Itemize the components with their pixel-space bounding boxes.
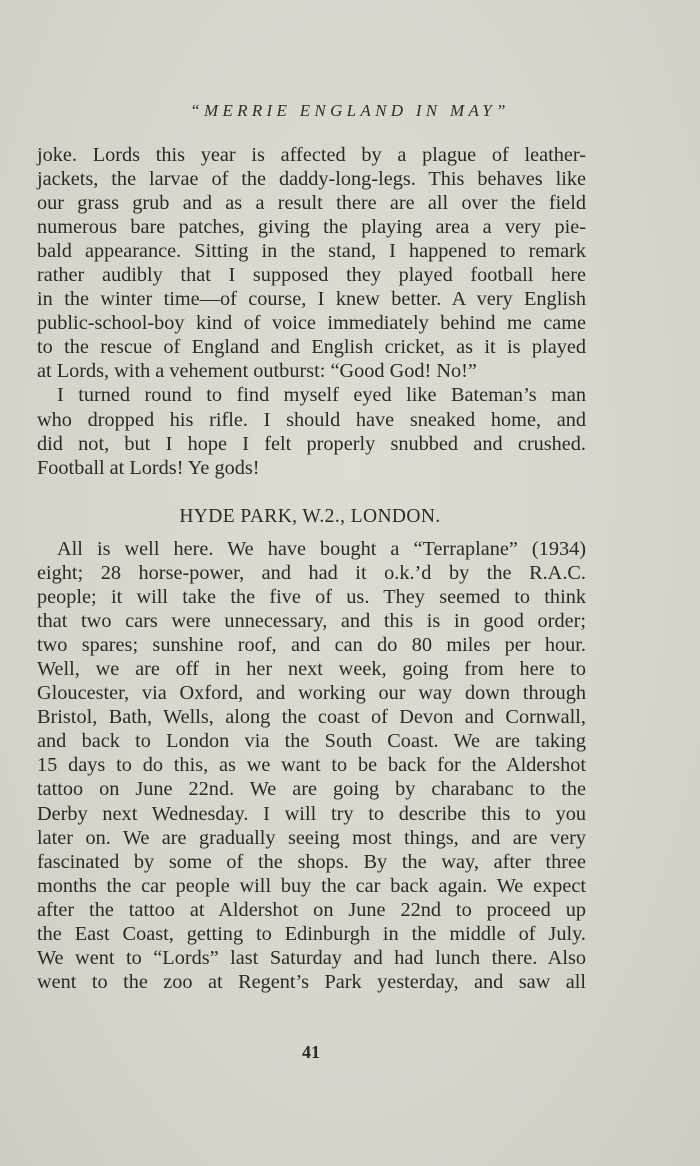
- paragraph-block-lords: [37, 143, 586, 480]
- text-line: did not, but I hope I felt properly snubbed and crushed.: [37, 432, 586, 455]
- text-line: eight; 28 horse-power, and had it o.k.’d by the R.A.C.: [37, 562, 586, 585]
- text-line: our grass grub and as a result there are all over the field: [37, 192, 586, 215]
- text-line: Gloucester, via Oxford, and working our way down through: [37, 682, 586, 705]
- text-line: fascinated by some of the shops. By the way, after three: [37, 850, 586, 873]
- text-line: public-school-boy kind of voice immediately behind me came: [37, 312, 586, 335]
- text-line: at Lords, with a vehement outburst: “Good God! No!”: [37, 360, 477, 383]
- page-number: 41: [302, 1042, 320, 1062]
- text-line: months the car people will buy the car back again. We expect: [37, 874, 586, 897]
- text-line: I turned round to find myself eyed like Bateman’s man: [57, 384, 586, 407]
- text-line: rather audibly that I supposed they played football here: [37, 264, 586, 287]
- text-line: numerous bare patches, giving the playing area a very pie-: [37, 216, 586, 239]
- text-line: who dropped his rifle. I should have sneaked home, and: [37, 408, 586, 431]
- text-line: to the rescue of England and English cricket, as it is played: [37, 336, 586, 359]
- text-line: bald appearance. Sitting in the stand, I happened to remark: [37, 240, 586, 263]
- text-line: We went to “Lords” last Saturday and had lunch there. Also: [37, 946, 586, 969]
- text-line: two spares; sunshine roof, and can do 80 miles per hour.: [37, 634, 586, 657]
- text-line: jackets, the larvae of the daddy-long-legs. This behaves like: [37, 168, 586, 191]
- text-line: after the tattoo at Aldershot on June 22nd to proceed up: [37, 898, 586, 921]
- text-line: 15 days to do this, as we want to be back for the Aldershot: [37, 754, 586, 777]
- text-line: Bristol, Bath, Wells, along the coast of Devon and Cornwall,: [37, 706, 586, 729]
- running-head: “MERRIE ENGLAND IN MAY”: [190, 101, 510, 120]
- text-line: joke. Lords this year is affected by a plague of leather-: [37, 144, 586, 166]
- text-line: went to the zoo at Regent’s Park yesterday, and saw all: [37, 970, 586, 993]
- text-line: people; it will take the five of us. They seemed to think: [37, 586, 586, 609]
- text-line: tattoo on June 22nd. We are going by charabanc to the: [37, 778, 586, 801]
- text-line: Derby next Wednesday. I will try to describe this to you: [37, 802, 586, 825]
- text-line: the East Coast, getting to Edinburgh in the middle of July.: [37, 922, 586, 945]
- text-line: that two cars were unnecessary, and this is in good order;: [37, 610, 586, 633]
- text-line: and back to London via the South Coast. We are taking: [37, 730, 586, 753]
- section-heading: HYDE PARK, W.2., LONDON.: [179, 506, 441, 527]
- text-line: in the winter time—of course, I knew better. A very English: [37, 288, 586, 311]
- text-line: later on. We are gradually seeing most things, and are very: [37, 826, 586, 849]
- text-line: All is well here. We have bought a “Terraplane” (1934): [57, 538, 586, 560]
- text-line: Well, we are off in her next week, going from here to: [37, 658, 586, 681]
- text-line: Football at Lords! Ye gods!: [37, 456, 260, 479]
- paragraph-block-hyde-park: [37, 537, 586, 994]
